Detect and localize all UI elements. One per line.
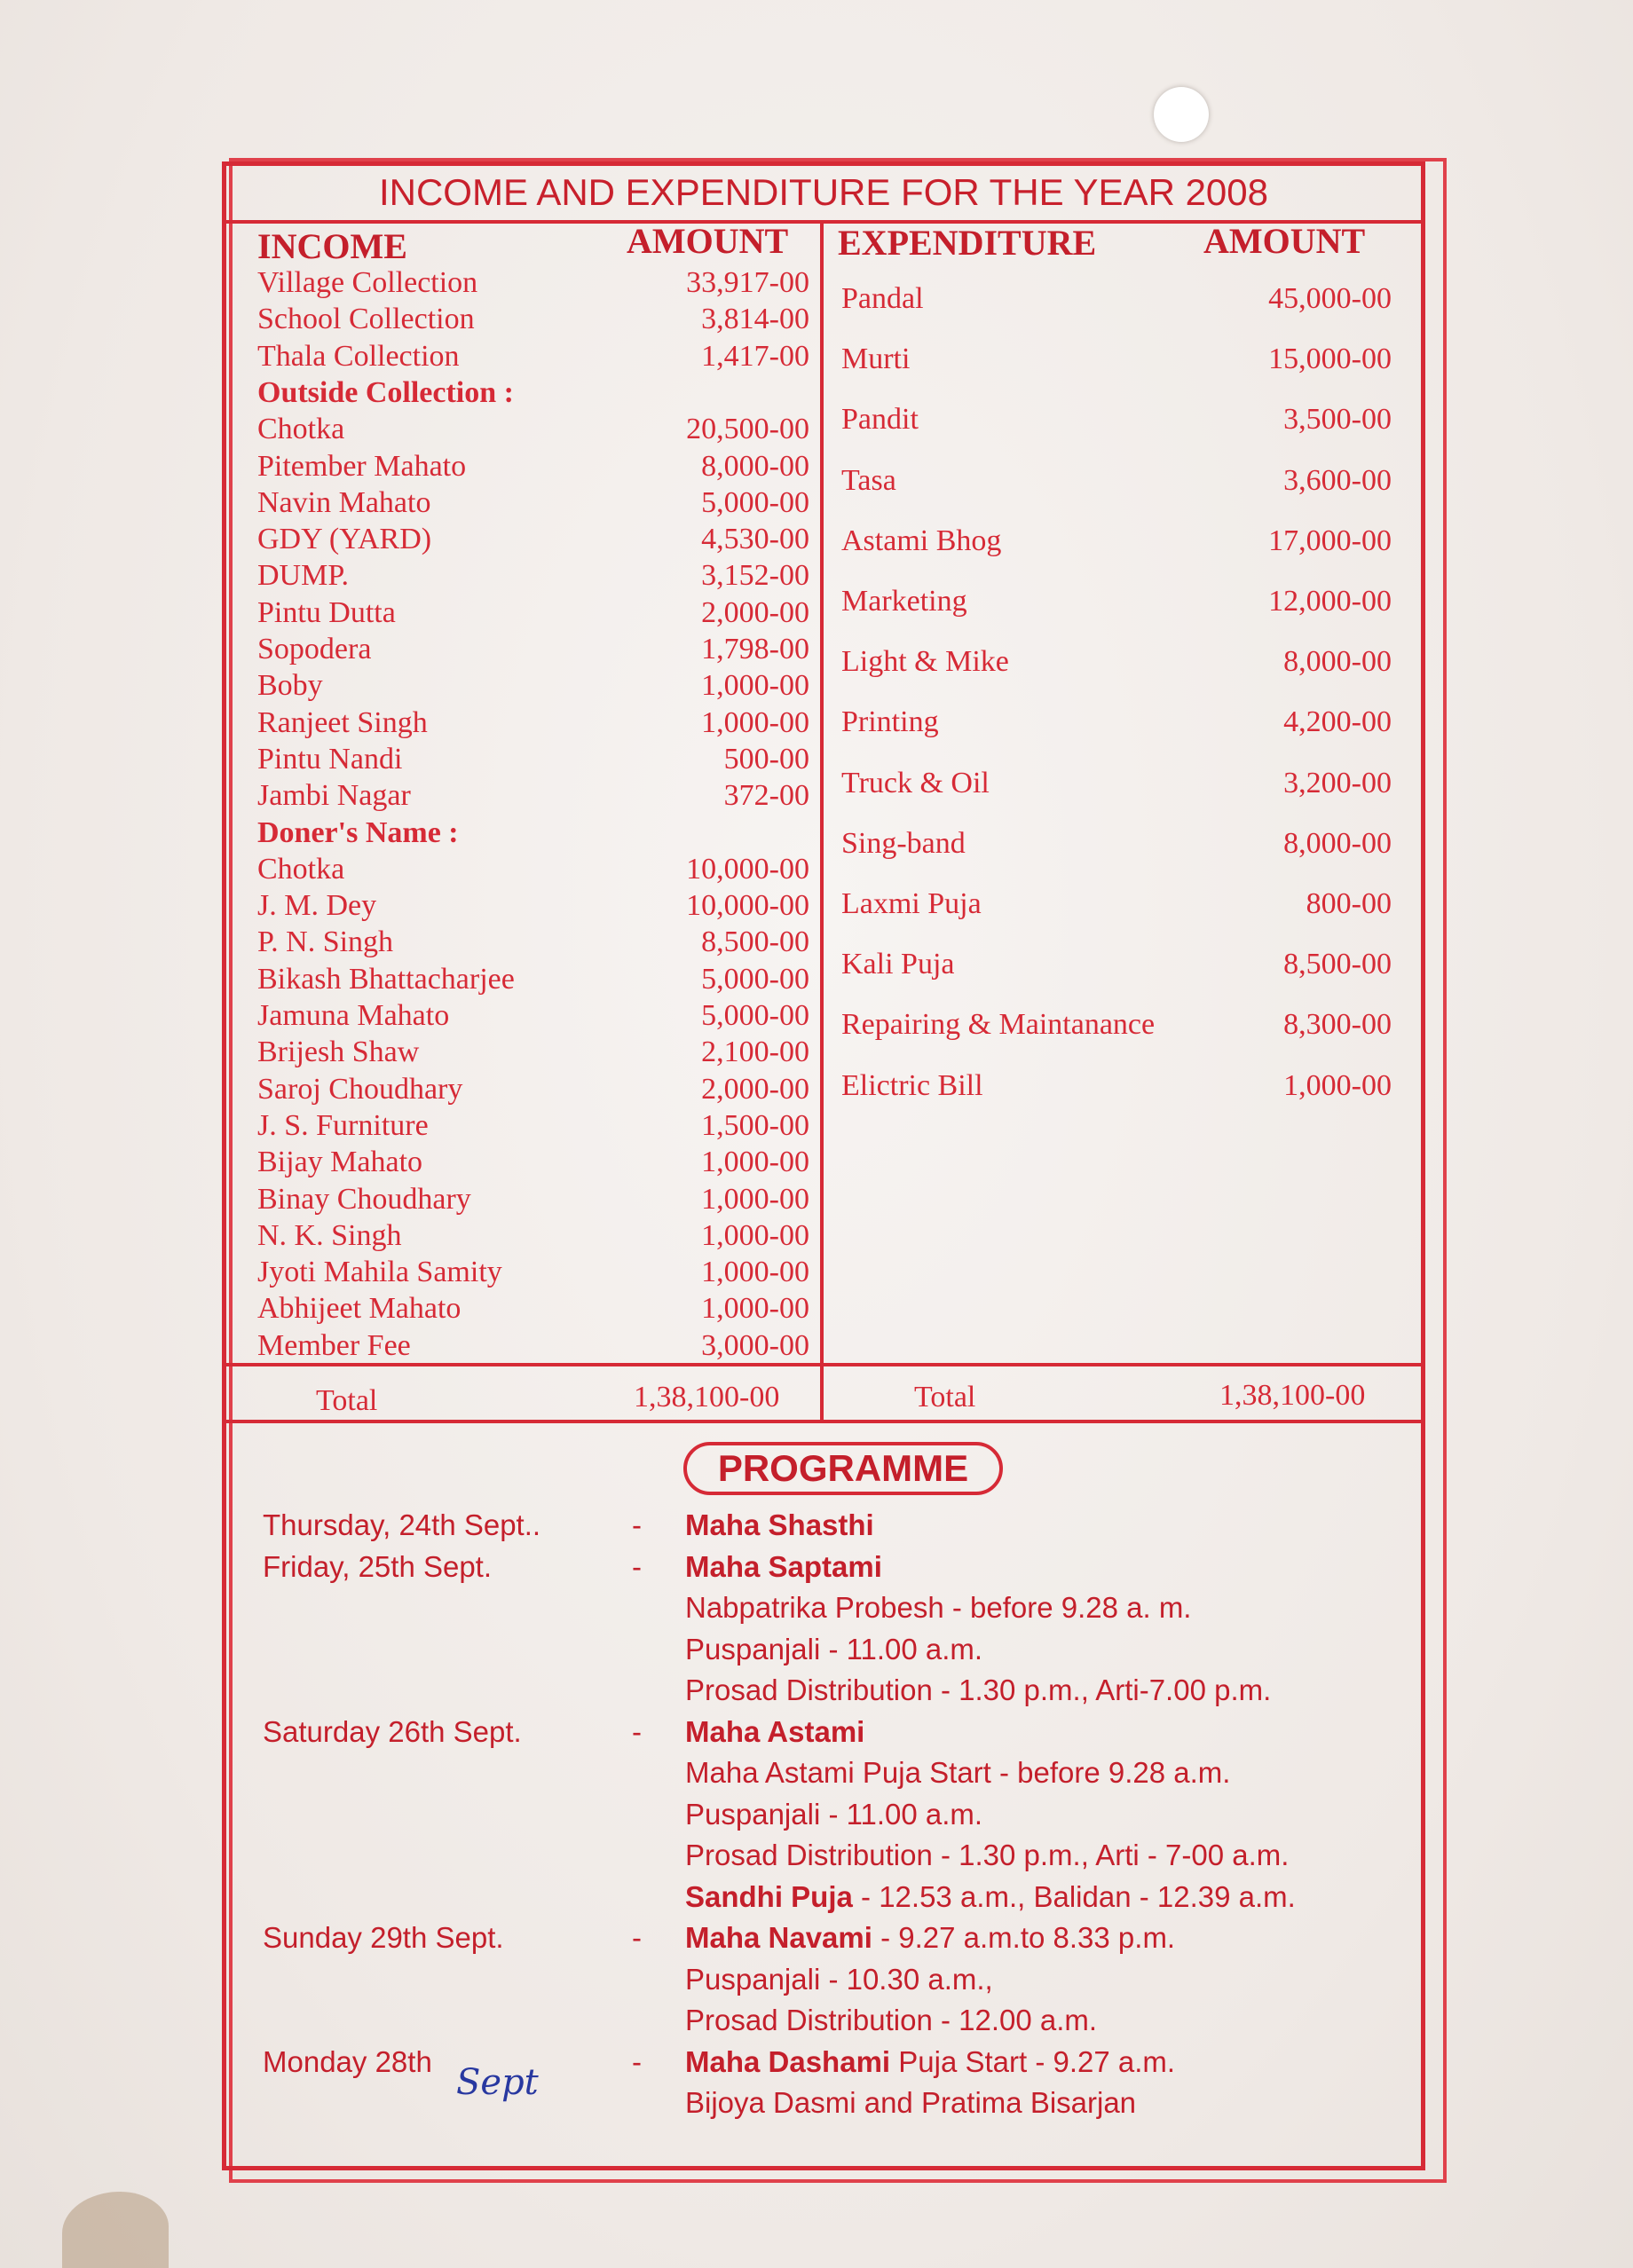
income-item-name: J. S. Furniture xyxy=(257,1108,429,1142)
expenditure-item-amount: 45,000-00 xyxy=(1268,282,1392,315)
programme-day: Friday, 25th Sept. xyxy=(263,1549,493,1583)
income-item-name: Thala Collection xyxy=(257,339,460,373)
income-item-name: Brijesh Shaw xyxy=(257,1036,420,1069)
programme-dash: - xyxy=(632,1921,642,1954)
income-item-amount: 500-00 xyxy=(723,742,809,776)
paper-stain xyxy=(62,2192,169,2268)
income-item-name: Pitember Mahato xyxy=(257,449,467,483)
income-item-name: Outside Collection : xyxy=(257,375,514,409)
income-item-name: Navin Mahato xyxy=(257,485,431,519)
programme-event-title: Maha Saptami xyxy=(685,1549,882,1583)
programme-title: PROGRAMME xyxy=(683,1442,1003,1495)
expenditure-item-amount: 8,300-00 xyxy=(1283,1008,1392,1042)
income-total-amount: 1,38,100-00 xyxy=(634,1381,780,1414)
expenditure-item-amount: 3,200-00 xyxy=(1283,766,1392,799)
income-item-name: Chotka xyxy=(257,852,345,886)
programme-event xyxy=(685,1591,1191,1625)
income-item-amount: 1,500-00 xyxy=(701,1108,809,1142)
income-item-amount: 8,500-00 xyxy=(701,925,809,959)
income-item-name: N. K. Singh xyxy=(257,1218,402,1252)
income-item-amount: 10,000-00 xyxy=(686,852,809,886)
income-item-name: Pintu Nandi xyxy=(257,742,403,776)
expenditure-item-name: Printing xyxy=(841,705,939,739)
programme-event-detail: - 9.27 a.m.to 8.33 p.m. xyxy=(872,1921,1176,1954)
expenditure-amount-header: AMOUNT xyxy=(1203,221,1366,261)
income-item-amount: 1,000-00 xyxy=(701,669,809,703)
programme-event xyxy=(685,2004,1097,2037)
income-header: INCOME xyxy=(257,226,407,266)
programme-event-detail: Bijoya Dasmi and Pratima Bisarjan xyxy=(685,2086,1137,2119)
income-item-name: Bikash Bhattacharjee xyxy=(257,962,515,996)
income-item-amount: 1,000-00 xyxy=(701,1146,809,1179)
income-item-name: Doner's Name : xyxy=(257,815,459,849)
programme-event-title: Maha Shasthi xyxy=(685,1508,874,1541)
expenditure-item-amount: 15,000-00 xyxy=(1268,343,1392,376)
programme-day: Saturday 26th Sept. xyxy=(263,1714,522,1748)
programme-event-title: Maha Navami xyxy=(685,1921,872,1954)
totals-bottom-rule xyxy=(222,1420,1425,1423)
programme-event xyxy=(685,2045,1175,2079)
expenditure-item-name: Pandal xyxy=(841,282,924,315)
income-item-amount: 1,000-00 xyxy=(701,705,809,739)
expenditure-header: EXPENDITURE xyxy=(838,223,1097,263)
income-item-amount: 10,000-00 xyxy=(686,889,809,923)
expenditure-item-amount: 12,000-00 xyxy=(1268,585,1392,618)
income-item-name: Chotka xyxy=(257,413,345,446)
income-item-name: Binay Choudhary xyxy=(257,1182,471,1216)
income-item-amount: 5,000-00 xyxy=(701,962,809,996)
income-item-amount: 2,000-00 xyxy=(701,1072,809,1106)
income-item-amount: 1,798-00 xyxy=(701,633,809,665)
expenditure-item-amount: 8,000-00 xyxy=(1283,645,1392,679)
income-item-amount: 8,000-00 xyxy=(701,449,809,483)
income-item-amount: 372-00 xyxy=(723,779,809,813)
expenditure-item-amount: 800-00 xyxy=(1306,887,1392,920)
programme-event xyxy=(685,2086,1136,2120)
income-item-amount: 1,000-00 xyxy=(701,1256,809,1289)
programme-event xyxy=(685,1508,874,1542)
income-item-amount: 3,814-00 xyxy=(701,303,809,336)
programme-event xyxy=(685,1550,882,1584)
expenditure-item-name: Marketing xyxy=(841,585,967,618)
income-item-amount: 1,000-00 xyxy=(701,1292,809,1326)
programme-event xyxy=(685,1673,1271,1707)
expenditure-item-name: Elictric Bill xyxy=(841,1068,983,1102)
column-divider xyxy=(820,220,824,1423)
income-item-name: J. M. Dey xyxy=(257,889,377,923)
expenditure-total-label: Total xyxy=(914,1381,976,1414)
programme-day: Sunday 29th Sept. xyxy=(263,1921,504,1954)
income-item-amount: 20,500-00 xyxy=(686,413,809,446)
income-item-amount: 3,152-00 xyxy=(701,559,809,593)
programme-event-title: Maha Dashami xyxy=(685,2044,891,2078)
programme-event-detail: Prosad Distribution - 12.00 a.m. xyxy=(685,2004,1098,2036)
programme-dash: - xyxy=(632,1508,642,1541)
programme-event xyxy=(685,1715,864,1749)
income-item-amount: 5,000-00 xyxy=(701,485,809,519)
statement-title: INCOME AND EXPENDITURE FOR THE YEAR 2008 xyxy=(378,171,1269,213)
income-item-name: Jyoti Mahila Samity xyxy=(257,1256,502,1289)
income-item-name: DUMP. xyxy=(257,559,349,593)
programme-event-detail: Maha Astami Puja Start - before 9.28 a.m. xyxy=(685,1756,1231,1789)
income-item-name: Boby xyxy=(257,669,323,703)
income-item-name: School Collection xyxy=(257,303,475,336)
expenditure-item-name: Truck & Oil xyxy=(841,766,990,799)
programme-day: Thursday, 24th Sept.. xyxy=(263,1508,541,1541)
punch-hole xyxy=(1154,87,1209,142)
income-item-name: Sopodera xyxy=(257,633,372,665)
handwritten-note: Sept xyxy=(456,2062,539,2103)
income-item-amount: 1,417-00 xyxy=(701,339,809,373)
programme-dash: - xyxy=(632,2044,642,2078)
programme-event-detail: Puspanjali - 11.00 a.m. xyxy=(685,1797,983,1831)
income-item-amount: 1,000-00 xyxy=(701,1182,809,1216)
programme-event-detail: Puspanjali - 10.30 a.m., xyxy=(685,1962,993,1996)
income-item-amount: 33,917-00 xyxy=(686,266,809,299)
expenditure-item-amount: 3,600-00 xyxy=(1283,463,1392,497)
income-item-name: Abhijeet Mahato xyxy=(257,1292,462,1326)
income-item-name: P. N. Singh xyxy=(257,925,394,959)
programme-event xyxy=(685,1633,982,1666)
income-total-label: Total xyxy=(316,1384,378,1417)
income-amount-header: AMOUNT xyxy=(627,221,789,261)
programme-event-detail: Prosad Distribution - 1.30 p.m., Arti - 7-00 a.m. xyxy=(685,1839,1290,1871)
expenditure-item-name: Light & Mike xyxy=(841,645,1009,679)
programme-event-detail: Prosad Distribution - 1.30 p.m., Arti-7.00 p.m. xyxy=(685,1673,1272,1706)
income-item-amount: 2,000-00 xyxy=(701,595,809,629)
expenditure-item-name: Astami Bhog xyxy=(841,524,1002,557)
programme-event xyxy=(685,1839,1289,1872)
income-item-amount: 5,000-00 xyxy=(701,999,809,1032)
income-item-name: GDY (YARD) xyxy=(257,523,432,556)
expenditure-item-amount: 8,000-00 xyxy=(1283,826,1392,860)
programme-dash: - xyxy=(632,1714,642,1748)
programme-event-detail: Nabpatrika Probesh - before 9.28 a. m. xyxy=(685,1591,1192,1624)
programme-day: Monday 28th xyxy=(263,2044,432,2078)
programme-event xyxy=(685,1921,1175,1955)
expenditure-item-amount: 3,500-00 xyxy=(1283,403,1392,437)
income-item-name: Saroj Choudhary xyxy=(257,1072,463,1106)
expenditure-total-amount: 1,38,100-00 xyxy=(1219,1379,1366,1412)
expenditure-item-amount: 4,200-00 xyxy=(1283,705,1392,739)
income-item-amount: 3,000-00 xyxy=(701,1328,809,1362)
expenditure-item-name: Sing-band xyxy=(841,826,966,860)
income-item-name: Village Collection xyxy=(257,266,478,299)
expenditure-item-amount: 1,000-00 xyxy=(1283,1068,1392,1102)
income-item-name: Jamuna Mahato xyxy=(257,999,450,1032)
programme-event-title: Maha Astami xyxy=(685,1714,865,1748)
income-item-amount: 2,100-00 xyxy=(701,1036,809,1069)
income-item-amount: 1,000-00 xyxy=(701,1218,809,1252)
expenditure-item-amount: 8,500-00 xyxy=(1283,948,1392,981)
expenditure-item-name: Murti xyxy=(841,343,911,376)
programme-event xyxy=(685,1880,1296,1914)
programme-event-detail: Puspanjali - 11.00 a.m. xyxy=(685,1632,983,1666)
expenditure-item-name: Pandit xyxy=(841,403,919,437)
programme-event-detail: - 12.53 a.m., Balidan - 12.39 a.m. xyxy=(852,1879,1296,1913)
expenditure-item-amount: 17,000-00 xyxy=(1268,524,1392,557)
income-item-amount: 4,530-00 xyxy=(701,523,809,556)
expenditure-item-name: Laxmi Puja xyxy=(841,887,982,920)
programme-event-title: Sandhi Puja xyxy=(685,1879,853,1913)
programme-dash: - xyxy=(632,1549,642,1583)
income-item-name: Pintu Dutta xyxy=(257,595,396,629)
income-item-name: Ranjeet Singh xyxy=(257,705,428,739)
programme-event xyxy=(685,1756,1230,1790)
income-item-name: Member Fee xyxy=(257,1328,411,1362)
expenditure-item-name: Kali Puja xyxy=(841,948,955,981)
expenditure-item-name: Repairing & Maintanance xyxy=(841,1008,1156,1042)
programme-event xyxy=(685,1963,993,1996)
programme-event-detail: Puja Start - 9.27 a.m. xyxy=(890,2044,1176,2078)
income-item-name: Bijay Mahato xyxy=(257,1146,423,1179)
income-item-name: Jambi Nagar xyxy=(257,779,411,813)
totals-top-rule xyxy=(222,1363,1425,1366)
programme-event xyxy=(685,1798,982,1831)
expenditure-item-name: Tasa xyxy=(841,463,896,497)
